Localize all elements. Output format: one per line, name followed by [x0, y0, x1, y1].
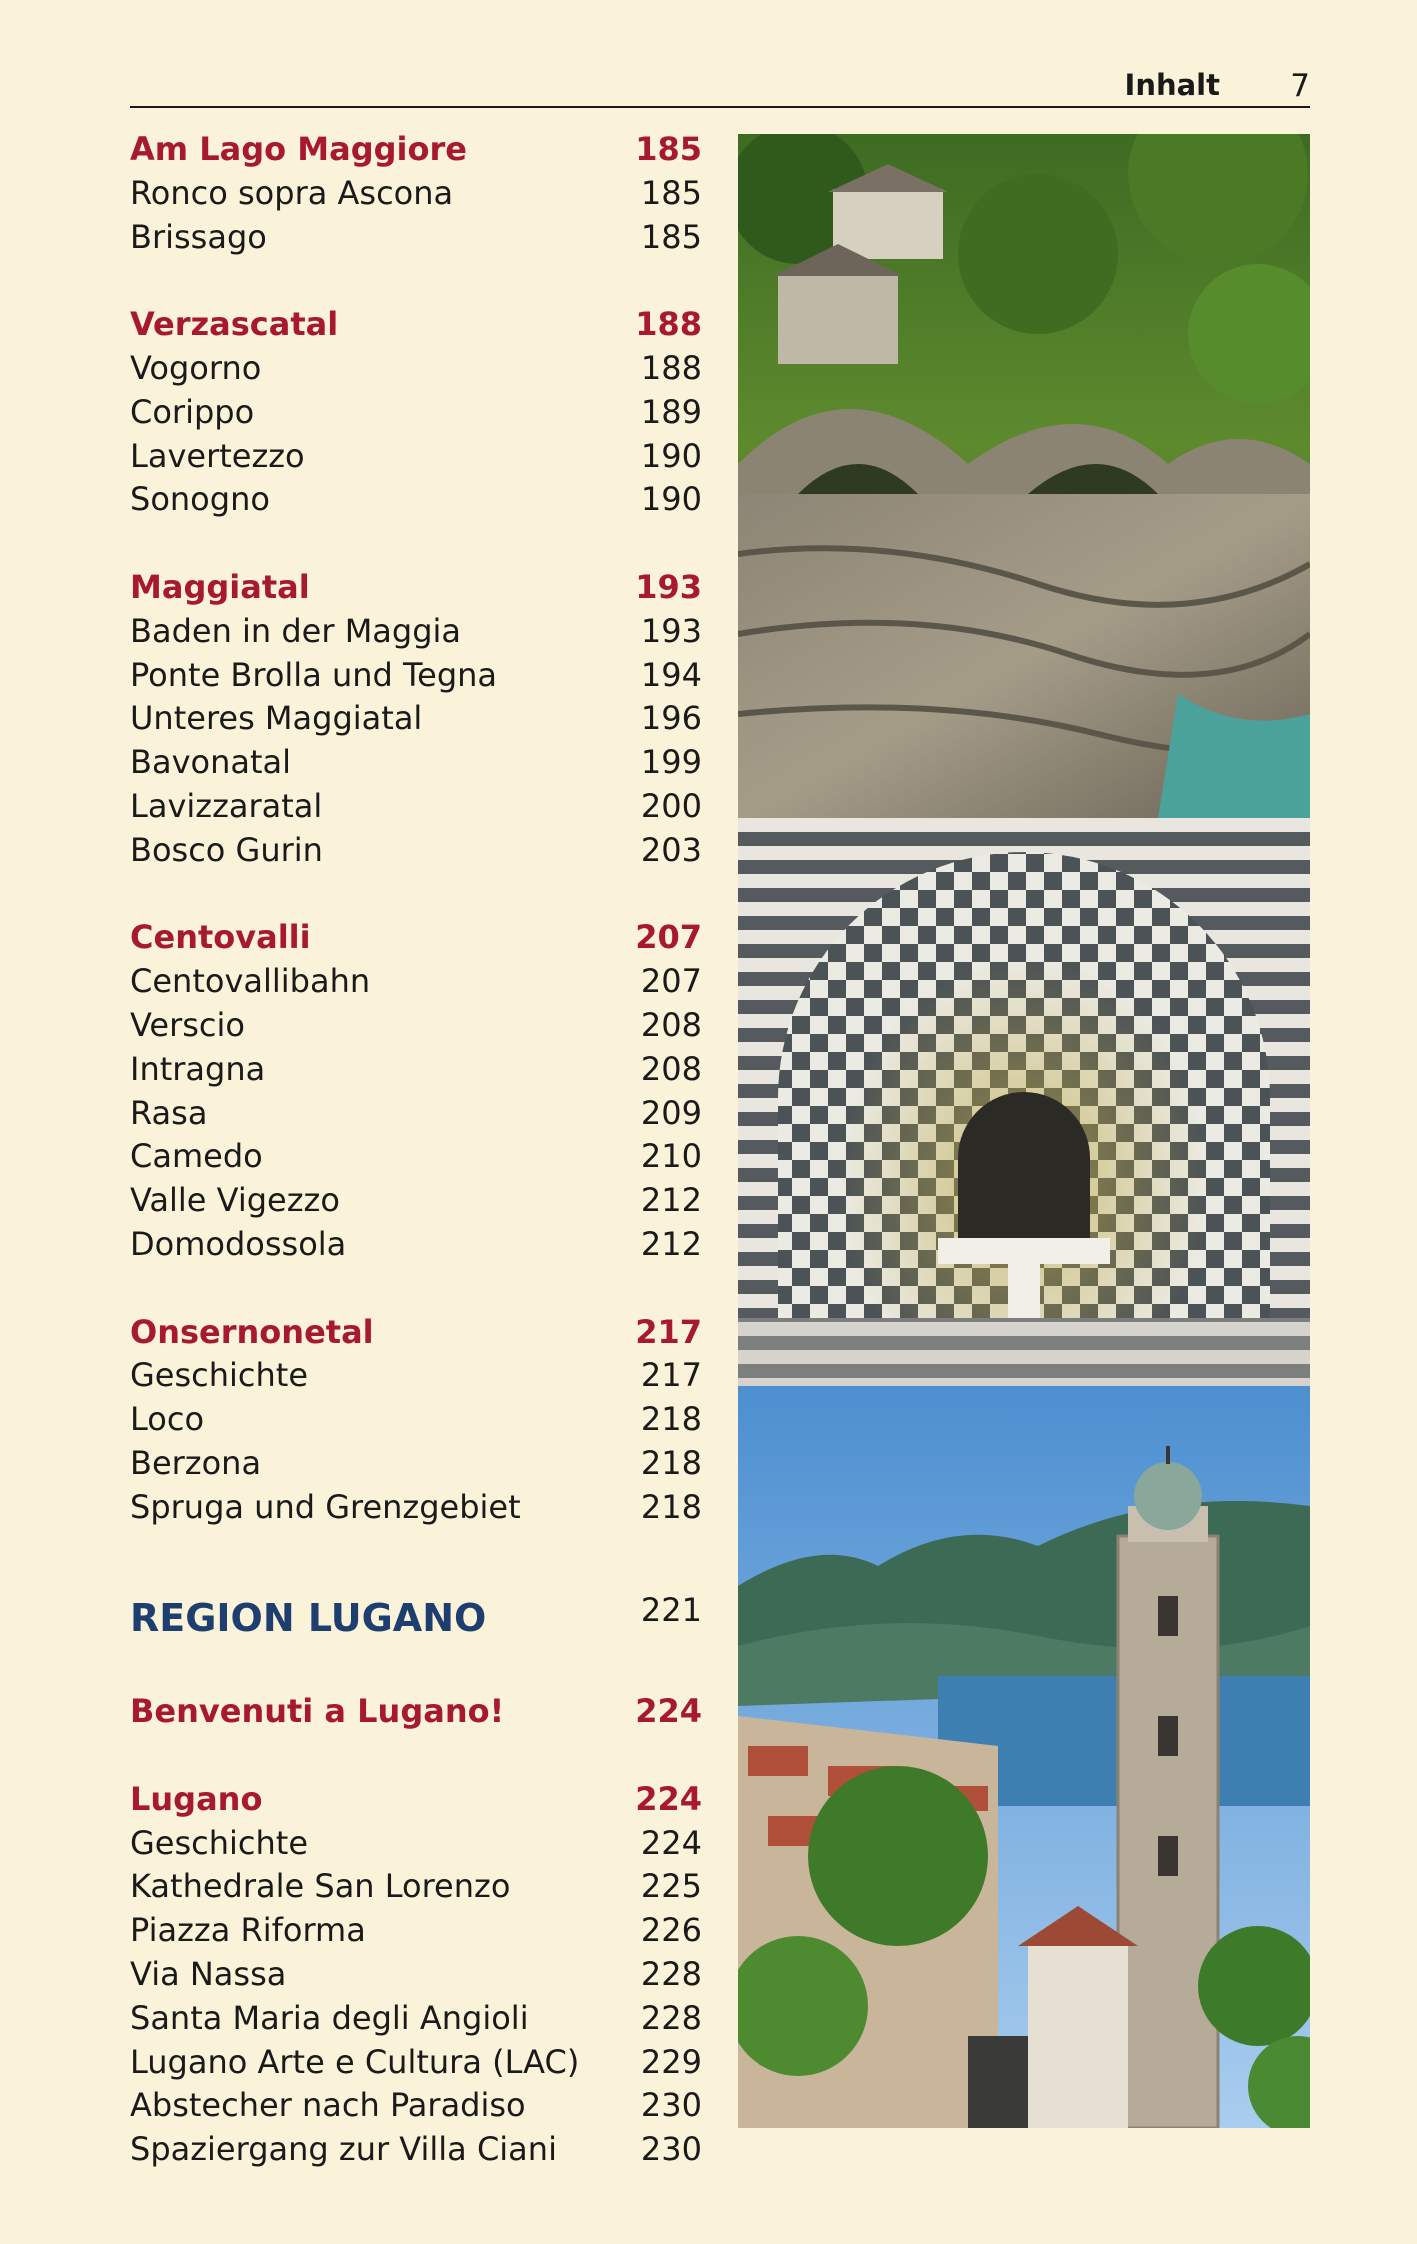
- toc-entry-label: Geschichte: [130, 1823, 309, 1862]
- toc-entry[interactable]: [130, 1048, 702, 1092]
- toc-entry[interactable]: [130, 1909, 702, 1953]
- toc-heading-label: Centovalli: [130, 918, 311, 957]
- toc-entry-page: 189: [640, 392, 702, 431]
- toc-heading-page: 185: [635, 130, 702, 168]
- toc-entry-page: 226: [640, 1911, 702, 1950]
- toc-entry-label: Verscio: [130, 1005, 245, 1044]
- toc-entry-label: Sonogno: [130, 480, 270, 519]
- toc-entry[interactable]: [130, 829, 702, 873]
- toc-heading-label: Benvenuti a Lugano!: [130, 1692, 505, 1731]
- toc-entry[interactable]: [130, 391, 702, 435]
- toc-entry-label: Loco: [130, 1400, 205, 1439]
- toc-region-heading-page: 221: [640, 1590, 702, 1629]
- toc-entry[interactable]: [130, 960, 702, 1004]
- toc-heading-label: Onsernonetal: [130, 1312, 374, 1351]
- toc-region-heading[interactable]: [130, 1589, 702, 1647]
- toc-entry-label: Unteres Maggiatal: [130, 699, 423, 738]
- toc-entry[interactable]: [130, 1004, 702, 1048]
- toc-heading-label: Am Lago Maggiore: [130, 130, 467, 168]
- toc-entry-label: Via Nassa: [130, 1955, 287, 1994]
- toc-entry-label: Camedo: [130, 1137, 263, 1176]
- toc-entry-page: 228: [640, 1998, 702, 2037]
- toc-entry-page: 200: [640, 786, 702, 825]
- toc-entry[interactable]: [130, 610, 702, 654]
- toc-entry[interactable]: [130, 1135, 702, 1179]
- toc-spacer: [130, 873, 702, 917]
- toc-entry[interactable]: [130, 1179, 702, 1223]
- toc-entry[interactable]: [130, 1442, 702, 1486]
- toc-spacer: [130, 1734, 702, 1778]
- toc-entry-page: 228: [640, 1955, 702, 1994]
- toc-entry-label: Kathedrale San Lorenzo: [130, 1867, 511, 1906]
- toc-entry-label: Corippo: [130, 392, 255, 431]
- toc-entry[interactable]: [130, 2041, 702, 2085]
- toc-entry-page: 194: [640, 655, 702, 694]
- toc-entry-page: 209: [640, 1093, 702, 1132]
- toc-heading[interactable]: [130, 916, 702, 960]
- toc-entry-label: Brissago: [130, 217, 267, 256]
- toc-heading[interactable]: [130, 1778, 702, 1822]
- toc-entry-page: 185: [640, 217, 702, 256]
- toc-entry[interactable]: [130, 785, 702, 829]
- toc-entry-label: Spaziergang zur Villa Ciani: [130, 2130, 557, 2169]
- toc-entry-page: 190: [640, 480, 702, 519]
- toc-entry-label: Spruga und Grenzgebiet: [130, 1487, 521, 1526]
- toc-entry[interactable]: [130, 1223, 702, 1267]
- toc-entry[interactable]: [130, 1822, 702, 1866]
- toc-entry-label: Baden in der Maggia: [130, 611, 462, 650]
- photo-column: [738, 134, 1310, 2128]
- toc-entry[interactable]: [130, 2128, 702, 2172]
- toc-entry-page: 193: [640, 611, 702, 650]
- toc-entry[interactable]: [130, 435, 702, 479]
- toc-entry[interactable]: [130, 654, 702, 698]
- toc-heading[interactable]: [130, 1311, 702, 1355]
- toc-heading[interactable]: [130, 566, 702, 610]
- toc-entry-label: Domodossola: [130, 1224, 347, 1263]
- toc-heading-label: Maggiatal: [130, 567, 310, 606]
- toc-entry-page: 218: [640, 1443, 702, 1482]
- toc-entry[interactable]: [130, 347, 702, 391]
- section-title: Inhalt: [1124, 68, 1220, 102]
- toc-spacer: [130, 522, 702, 566]
- toc-entry[interactable]: [130, 697, 702, 741]
- toc-entry-label: Piazza Riforma: [130, 1911, 366, 1950]
- toc-entry-label: Rasa: [130, 1093, 208, 1132]
- toc-entry-label: Lavertezzo: [130, 436, 305, 475]
- page-header: [130, 60, 1310, 108]
- toc-entry[interactable]: [130, 172, 702, 216]
- toc-entry-page: 196: [640, 699, 702, 738]
- toc-entry-page: 208: [640, 1005, 702, 1044]
- toc-spacer: [130, 1267, 702, 1311]
- toc-entry-label: Lavizzaratal: [130, 786, 323, 825]
- toc-heading-page: 207: [635, 918, 702, 957]
- verzasca-bridge-photo: [738, 134, 1310, 818]
- toc-entry-page: 225: [640, 1867, 702, 1906]
- toc-entry-label: Valle Vigezzo: [130, 1181, 340, 1220]
- toc-entry-page: 218: [640, 1400, 702, 1439]
- toc-entry-page: 218: [640, 1487, 702, 1526]
- toc-heading-page: 193: [635, 567, 702, 606]
- toc-entry-page: 230: [640, 2086, 702, 2125]
- toc-heading-page: 224: [635, 1692, 702, 1731]
- toc-heading[interactable]: [130, 303, 702, 347]
- toc-entry-page: 212: [640, 1181, 702, 1220]
- lugano-cathedral-tower-photo: [738, 1386, 1310, 2128]
- toc-entry-page: 217: [640, 1356, 702, 1395]
- toc-entry[interactable]: [130, 1997, 702, 2041]
- toc-entry[interactable]: [130, 2084, 702, 2128]
- toc-entry-page: 212: [640, 1224, 702, 1263]
- toc-entry-page: 203: [640, 830, 702, 869]
- toc-entry[interactable]: [130, 1865, 702, 1909]
- toc-entry-page: 207: [640, 962, 702, 1001]
- toc-entry[interactable]: [130, 478, 702, 522]
- toc-heading-page: 224: [635, 1779, 702, 1818]
- toc-entry-label: Bavonatal: [130, 743, 292, 782]
- toc-entry-label: Bosco Gurin: [130, 830, 323, 869]
- toc-entry-label: Geschichte: [130, 1356, 309, 1395]
- toc-entry-label: Vogorno: [130, 348, 262, 387]
- toc-entry-label: Ronco sopra Ascona: [130, 173, 454, 212]
- toc-heading-label: Lugano: [130, 1779, 263, 1818]
- toc-entry-page: 224: [640, 1823, 702, 1862]
- toc-entry-label: Berzona: [130, 1443, 262, 1482]
- toc-entry-page: 210: [640, 1137, 702, 1176]
- toc-entry-page: 185: [640, 173, 702, 212]
- toc-heading-label: Verzascatal: [130, 305, 339, 344]
- toc-spacer: [130, 259, 702, 303]
- toc-entry[interactable]: [130, 1092, 702, 1136]
- toc-heading[interactable]: [130, 128, 702, 172]
- toc-heading[interactable]: [130, 1690, 702, 1734]
- toc-entry-label: Abstecher nach Paradiso: [130, 2086, 526, 2125]
- toc-region-heading-label: REGION LUGANO: [130, 1595, 487, 1640]
- toc-spacer: [130, 1530, 702, 1589]
- toc-entry-label: Intragna: [130, 1049, 266, 1088]
- toc-entry[interactable]: [130, 1398, 702, 1442]
- toc-entry-page: 208: [640, 1049, 702, 1088]
- page-number: 7: [1290, 68, 1310, 104]
- toc-entry[interactable]: [130, 1486, 702, 1530]
- toc-entry-label: Santa Maria degli Angioli: [130, 1998, 529, 2037]
- toc-entry-label: Lugano Arte e Cultura (LAC): [130, 2042, 580, 2081]
- toc-entry-label: Centovallibahn: [130, 962, 371, 1001]
- checkered-arch-chapel-photo: [738, 818, 1310, 1386]
- toc-entry[interactable]: [130, 216, 702, 260]
- toc-entry-page: 199: [640, 743, 702, 782]
- toc-entry-page: 190: [640, 436, 702, 475]
- table-of-contents: [130, 128, 702, 2172]
- toc-heading-page: 217: [635, 1312, 702, 1351]
- toc-entry[interactable]: [130, 1953, 702, 1997]
- toc-entry[interactable]: [130, 1354, 702, 1398]
- toc-spacer: [130, 1647, 702, 1691]
- toc-entry[interactable]: [130, 741, 702, 785]
- toc-entry-label: Ponte Brolla und Tegna: [130, 655, 498, 694]
- toc-heading-page: 188: [635, 305, 702, 344]
- toc-entry-page: 229: [640, 2042, 702, 2081]
- toc-entry-page: 188: [640, 348, 702, 387]
- toc-entry-page: 230: [640, 2130, 702, 2169]
